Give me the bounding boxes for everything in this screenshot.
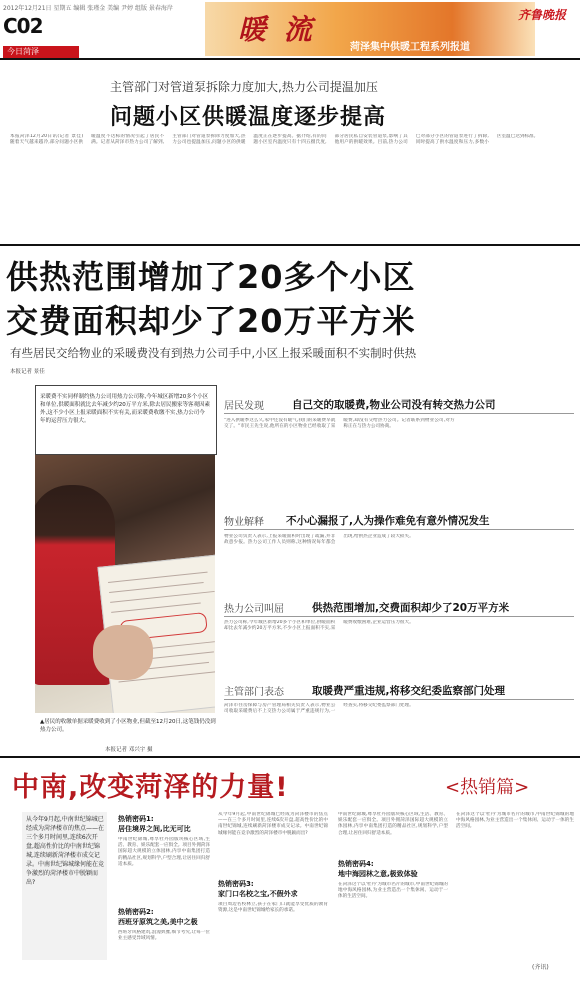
section-title-2: 不小心漏报了,人为操作难免有意外情况发生 [286,515,490,527]
section-body-2: 物业公司负责人表示,上报采暖面积时出现了疏漏,并非故意少报。热力公司工作人员则称,这种情况每年都会出现,给供热企业造成了较大损失。 [224,534,414,546]
story3-sidebar: 从今年9月起,中南世纪锦城已经成为菏泽楼市的焦点——在三个多月时间里,连续6次开盘,超高性价比的中南世纪锦城,连续刷新菏泽楼市成交记录。中南世纪锦城缘何能在竞争激烈的菏泽楼市中脱颖而出? [26,816,105,886]
hand-figure [93,625,153,680]
story2-byline: 本报记者 景佳 [10,369,45,375]
subhead-4-title: 热销密码4: [338,860,374,868]
section-divider-1 [224,413,574,414]
subhead-2-title: 热销密码2: [118,908,154,916]
section-divider-4 [224,699,574,700]
section-label: 今日菏泽 [3,46,79,58]
story3-footer: (齐讯) [532,964,549,971]
story3-headline: 中南,改变菏泽的力量! [12,772,289,803]
section-label-3: 热力公司叫屈 [224,604,284,615]
story2-headline-line1: 供热范围增加了20多个小区 [6,258,416,296]
story2-headline-line2: 交费面积却少了20万平方米 [6,302,416,340]
story1-headline: 问题小区供暖温度逐步提高 [110,105,387,130]
section-title-1: 自己交的取暖费,物业公司没有转交热力公司 [292,399,496,411]
subhead-1-body: 中南世纪锦城,尊享牡丹园版块核心区域,生活、教育、娱乐配套一应俱全。项目外拥菏泽国际超大规模的立体园林,内享中南集团打造的精品社区,规划科学,户型合理,让居住回归舒适本质。 [118,837,210,867]
story3-col4-body: 在菏泽这个以'牡丹'为城市名片的城市,中南世纪锦城的地中海风格园林,为业主营造出一个集休闲、运动于一体的生活空间。 [456,812,574,830]
subhead-1-detail: 居住境界之间,比无可比 [118,825,191,833]
dateline: 2012年12月21日 星期五 编辑 张瑾金 美编 尹婷 组版 景春海岸 [3,5,173,12]
story2-divider [0,756,580,758]
section-title-4: 取暖费严重违规,将移交纪委监察部门处理 [312,685,505,697]
photo-credit: 本报记者 邓兴宇 摄 [105,747,153,753]
section-body-3: 热力公司称,今年城区新增20多个小区和单位,供暖面积却比去年减少约20万平方米,不少小区上报面积不实,采暖费收缴困难,企业运营压力很大。 [224,620,414,632]
story3-col3-body: 中南世纪锦城,尊享牡丹园版块核心区域,生活、教育、娱乐配套一应俱全。项目外拥菏泽国际超大规模的立体园林,内享中南集团打造的精品社区,规划科学,户型合理,让居住回归舒适本质。 [338,812,448,836]
banner-title: 暖 流 [238,13,316,46]
section-label-4: 主管部门表态 [224,687,284,698]
subhead-2-detail: 西班牙原筑之美,美中之极 [118,918,198,926]
subhead-3-title: 热销密码3: [218,880,254,888]
story2-subheadline: 有些居民交给物业的采暖费没有到热力公司手中,小区上报采暖面积不实制时供热 [10,346,417,360]
subhead-4-body: 在菏泽这个以'牡丹'为城市名片的城市,中南世纪锦城的地中海风格园林,为业主营造出一个集休闲、运动于一体的生活空间。 [338,882,448,900]
subhead-4-detail: 地中海园林之意,极致体验 [338,870,418,878]
story3-tag: <热销篇> [445,777,530,798]
section-body-4: 菏泽市住房保障与房产管理局相关负责人表示,物业公司收取采暖费后不上交热力公司属于严重违规行为,一经查实,将移交纪委监察部门处理。 [224,703,414,715]
photo-caption: ▲居民的收缴单据采暖费收到了小区物业,但截至12月20日,这笔钱仍没到热力公司。 [40,719,216,733]
story2-lead: 采暖费不实同样制约热力公司用热力公司称,今年城区新增20多个小区和单位,供暖面积就比去年减少约20万平方米,除去居民搬家等客观因素外,这不少小区上报采暖面积不实有关,而采暖费收缴不实,热力公司今年的运营压力很大。 [40,394,210,424]
story1-body: 本报菏泽12月20日讯(记者 景佳) 随着天气越来越冷,部分问题小区供暖温度不达标的情况引起了居民不满。记者从菏泽市热力公司了解到,主管部门对管道泵拆除力度加大,热力公司也提温加压,问题小区的供暖温度正在逐步提高。据介绍,有的问题小区室内温度只有十四五摄氏度,部分居民私自安装管道泵,影响了其他用户的供暖效果。目前,热力公司已对部分小区的管道泵进行了拆除,同时提高了供水温度和压力,多数小区室温已达到标准。 [10,134,539,146]
subhead-3-body: 项目周边名校林立,孩子在家门口就能享受优质的教育资源,这是中南世纪锦城给家长的承诺。 [218,902,328,914]
banner-subtitle: 菏泽集中供暖工程系列报道 [350,42,470,53]
story1-kicker: 主管部门对管道泵拆除力度加大,热力公司提温加压 [110,80,378,94]
section-body-1: "进入供暖季这么久,家中还没有暖气,我们的采暖费早就交了。"市民王先生说,他所在的小区物业已经收取了采暖费,却没有交给热力公司。记者联系到物业公司,对方称正在与热力公司协商。 [224,418,455,430]
section-label-2: 物业解释 [224,517,264,528]
page-code: C02 [3,14,43,38]
header-divider [0,58,580,60]
section-divider-3 [224,616,574,617]
subhead-2-body: 西班牙风格建筑,浪漫典雅,细节考究,让每一位业主感受异域风情。 [118,930,210,942]
story1-divider [0,244,580,246]
subhead-3-detail: 家门口名校之宝,不假外求 [218,890,298,898]
section-label-1: 居民发现 [224,401,264,412]
story3-col2-body: 从今年9月起,中南世纪锦城已经成为菏泽楼市的焦点——在三个多月时间里,连续6次开盘,超高性价比的中南世纪锦城,连续刷新菏泽楼市成交记录。中南世纪锦城缘何能在竞争激烈的菏泽楼市中脱颖而出? [218,812,328,836]
section-divider-2 [224,529,574,530]
receipt-photo [35,455,215,713]
newspaper-logo: 齐鲁晚报 [518,8,567,22]
section-title-3: 供热范围增加,交费面积却少了20万平方米 [312,602,510,614]
subhead-1-title: 热销密码1: [118,815,154,823]
